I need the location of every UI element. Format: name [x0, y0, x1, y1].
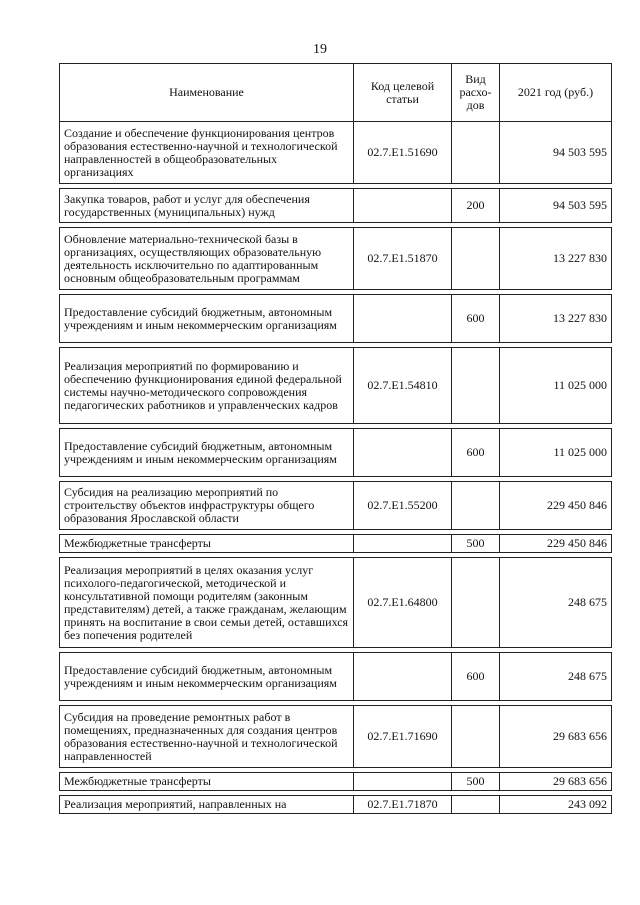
row-amount: 229 450 846: [500, 482, 612, 530]
row-code: 02.7.E1.71690: [354, 706, 452, 768]
table-row: [60, 189, 612, 223]
row-amount: 13 227 830: [500, 295, 612, 343]
header-name: Наименование: [60, 64, 354, 122]
row-code: [354, 295, 452, 343]
row-name: Межбюджетные трансферты: [60, 535, 354, 553]
row-type: 200: [452, 189, 500, 223]
row-code: 02.7.E1.51690: [354, 122, 452, 184]
header-amount: 2021 год (руб.): [500, 64, 612, 122]
row-name: Предоставление субсидий бюджетным, автономным учреждениям и иным некоммерческим организациям: [60, 295, 354, 343]
row-amount: 248 675: [500, 558, 612, 648]
table-row: [60, 558, 612, 648]
row-code: 02.7.E1.71870: [354, 796, 452, 814]
table-row: [60, 653, 612, 701]
row-type: 600: [452, 653, 500, 701]
row-type: 500: [452, 773, 500, 791]
row-amount: 29 683 656: [500, 773, 612, 791]
table-row: [60, 773, 612, 791]
row-amount: 11 025 000: [500, 348, 612, 424]
row-code: 02.7.E1.51870: [354, 228, 452, 290]
row-amount: 248 675: [500, 653, 612, 701]
row-code: 02.7.E1.64800: [354, 558, 452, 648]
row-name: Предоставление субсидий бюджетным, автономным учреждениям и иным некоммерческим организациям: [60, 653, 354, 701]
row-code: 02.7.E1.54810: [354, 348, 452, 424]
row-amount: 11 025 000: [500, 429, 612, 477]
table-row: [60, 122, 612, 184]
row-type: 600: [452, 295, 500, 343]
row-name: Создание и обеспечение функционирования центров образования естественно-научной и технологической направленностей в общеобразовательных организациях: [60, 122, 354, 184]
row-code: [354, 535, 452, 553]
row-name: Предоставление субсидий бюджетным, автономным учреждениям и иным некоммерческим организациям: [60, 429, 354, 477]
row-amount: 94 503 595: [500, 189, 612, 223]
table-row: [60, 348, 612, 424]
table-body: [60, 122, 612, 814]
row-code: [354, 653, 452, 701]
row-type: [452, 228, 500, 290]
row-name: Реализация мероприятий по формированию и обеспечению функционирования единой федеральной системы научно-методического сопровождения педагогических работников и управленческих кадров: [60, 348, 354, 424]
budget-table: [59, 63, 612, 814]
row-amount: 229 450 846: [500, 535, 612, 553]
table-row: [60, 228, 612, 290]
table-row: [60, 796, 612, 814]
row-name: Межбюджетные трансферты: [60, 773, 354, 791]
row-type: [452, 558, 500, 648]
row-amount: 94 503 595: [500, 122, 612, 184]
table-header-row: [60, 64, 612, 122]
table-row: [60, 295, 612, 343]
row-name: Реализация мероприятий, направленных на: [60, 796, 354, 814]
row-name: Субсидия на реализацию мероприятий по строительству объектов инфраструктуры общего образования Ярославской области: [60, 482, 354, 530]
table-row: [60, 482, 612, 530]
row-type: [452, 122, 500, 184]
page-number: 19: [313, 42, 327, 57]
table-row: [60, 429, 612, 477]
row-type: 500: [452, 535, 500, 553]
row-type: [452, 348, 500, 424]
header-code: Код целевой статьи: [354, 64, 452, 122]
table-row: [60, 535, 612, 553]
row-type: [452, 482, 500, 530]
row-amount: 13 227 830: [500, 228, 612, 290]
row-code: [354, 189, 452, 223]
row-type: [452, 706, 500, 768]
row-code: 02.7.E1.55200: [354, 482, 452, 530]
row-name: Реализация мероприятий в целях оказания услуг психолого-педагогической, методической и консультативной помощи родителям (законным представителям) детей, а также гражданам, желающим принять на воспитание в свои семьи детей, оставшихся без попечения родителей: [60, 558, 354, 648]
table-row: [60, 706, 612, 768]
row-name: Субсидия на проведение ремонтных работ в помещениях, предназначенных для создания центров образования естественно-научной и технологической направленностей: [60, 706, 354, 768]
row-name: Закупка товаров, работ и услуг для обеспечения государственных (муниципальных) нужд: [60, 189, 354, 223]
header-type: Вид расхо-дов: [452, 64, 500, 122]
row-code: [354, 773, 452, 791]
row-name: Обновление материально-технической базы в организациях, осуществляющих образовательную деятельность исключительно по адаптированным основным общеобразовательным программам: [60, 228, 354, 290]
row-type: [452, 796, 500, 814]
row-amount: 243 092: [500, 796, 612, 814]
row-code: [354, 429, 452, 477]
row-amount: 29 683 656: [500, 706, 612, 768]
row-type: 600: [452, 429, 500, 477]
